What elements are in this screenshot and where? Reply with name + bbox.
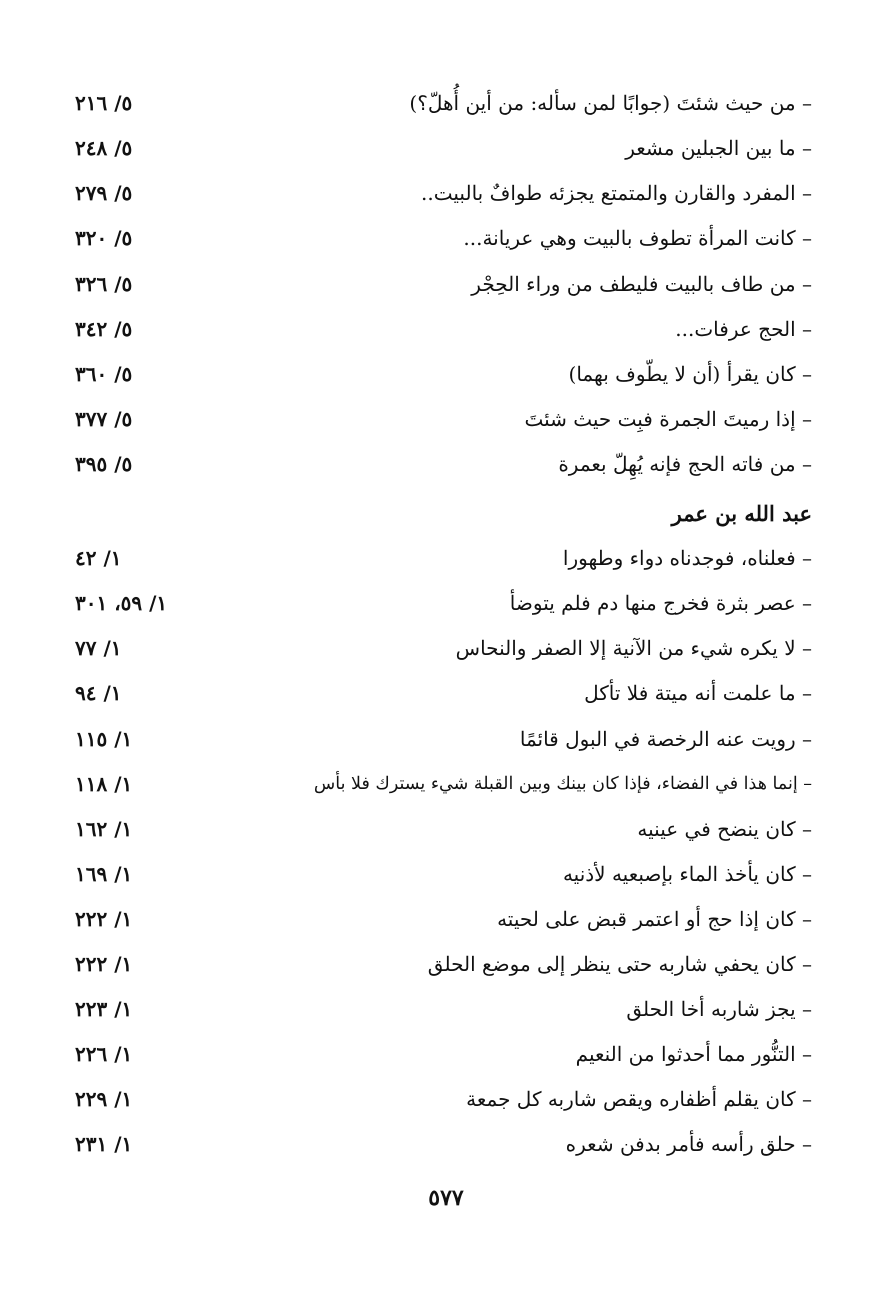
entry-text: – التنُّور مما أحدثوا من النعيم xyxy=(575,1042,812,1066)
entry-reference: ١/ ١٦٢ xyxy=(75,817,133,841)
entry-text: – كان يأخذ الماء بإصبعيه لأذنيه xyxy=(562,862,812,886)
entry-text: – ما بين الجبلين مشعر xyxy=(625,136,812,160)
entry-text: – كان يقرأ (أن لا يطّوف بهما) xyxy=(568,362,812,386)
entry-text: – من طاف بالبيت فليطف من وراء الحِجْر xyxy=(471,272,812,296)
index-entry xyxy=(75,897,812,941)
index-entry xyxy=(75,216,812,260)
index-entry xyxy=(75,987,812,1031)
index-entry xyxy=(75,1077,812,1121)
entry-text: – كانت المرأة تطوف بالبيت وهي عريانة... xyxy=(463,226,812,250)
entry-reference: ١/ ٤٢ xyxy=(75,546,122,570)
entry-reference: ١/ ١١٥ xyxy=(75,727,133,751)
index-entry xyxy=(75,1122,812,1166)
entry-text: – ما علمت أنه ميتة فلا تأكل xyxy=(584,681,812,705)
entry-text: – رويت عنه الرخصة في البول قائمًا xyxy=(519,727,812,751)
entry-text: – كان يقلم أظفاره ويقص شاربه كل جمعة xyxy=(466,1087,812,1111)
index-entry xyxy=(75,717,812,761)
entry-reference: ١/ ١٦٩ xyxy=(75,862,133,886)
index-entry xyxy=(75,171,812,215)
index-entry xyxy=(75,852,812,896)
index-entry xyxy=(75,307,812,351)
entry-text: – إنما هذا في الفضاء، فإذا كان بينك وبين القبلة شيء يسترك فلا بأس xyxy=(313,774,812,794)
index-entry xyxy=(75,807,812,851)
entry-reference: ١/ ٧٧ xyxy=(75,636,122,660)
entry-text: – عصر بثرة فخرج منها دم فلم يتوضأ xyxy=(509,591,812,615)
entry-text: – يجز شاربه أخا الحلق xyxy=(626,997,812,1021)
index-entry xyxy=(75,536,812,580)
entry-text: – الحج عرفات... xyxy=(675,317,812,341)
index-entry xyxy=(75,762,812,806)
index-entry xyxy=(75,352,812,396)
entry-reference: ١/ ٢٢٦ xyxy=(75,1042,133,1066)
index-entry xyxy=(75,671,812,715)
entry-text: – لا يكره شيء من الآنية إلا الصفر والنحاس xyxy=(455,636,812,660)
index-entry xyxy=(75,126,812,170)
entry-text: – كان ينضح في عينيه xyxy=(637,817,812,841)
entry-reference: ٥/ ٢٧٩ xyxy=(75,181,133,205)
index-entry xyxy=(75,1032,812,1076)
entry-reference: ١/ ١١٨ xyxy=(75,772,133,796)
entry-reference: ١/ ٢٢٢ xyxy=(75,907,133,931)
index-entry xyxy=(75,942,812,986)
entry-reference: ١/ ٢٢٣ xyxy=(75,997,133,1021)
entry-reference: ٥/ ٢٤٨ xyxy=(75,136,133,160)
index-entry xyxy=(75,626,812,670)
entry-text: – من فاته الحج فإنه يُهِلّ بعمرة xyxy=(558,452,812,476)
entry-reference: ١/ ٢٢٩ xyxy=(75,1087,133,1111)
index-entry xyxy=(75,262,812,306)
entry-reference: ١/ ٢٢٢ xyxy=(75,952,133,976)
section-heading: عبد الله بن عمر xyxy=(671,501,812,526)
entry-text: – إذا رميتَ الجمرة فبِت حيث شئتَ xyxy=(524,407,812,431)
entry-text: – المفرد والقارن والمتمتع يجزئه طوافٌ بالبيت.. xyxy=(421,181,812,205)
entry-reference: ١/ ٩٤ xyxy=(75,681,122,705)
entry-reference: ٥/ ٣٩٥ xyxy=(75,452,133,476)
entry-reference: ٥/ ٣٢٠ xyxy=(75,226,133,250)
entry-text: – فعلناه، فوجدناه دواء وطهورا xyxy=(562,546,812,570)
entry-text: – كان إذا حج أو اعتمر قبض على لحيته xyxy=(497,907,812,931)
entry-reference: ١/ ٢٣١ xyxy=(75,1132,133,1156)
page-number: ٥٧٧ xyxy=(428,1185,464,1211)
index-entry xyxy=(75,581,812,625)
entry-reference: ٥/ ٣٤٢ xyxy=(75,317,133,341)
index-entry xyxy=(75,442,812,486)
index-entry xyxy=(75,81,812,125)
entry-reference: ٥/ ٣٢٦ xyxy=(75,272,133,296)
entry-text: – من حيث شئتَ (جوابًا لمن سأله: من أين أُهلّ؟) xyxy=(409,91,812,115)
entry-reference: ٥/ ٢١٦ xyxy=(75,91,133,115)
entry-text: – حلق رأسه فأمر بدفن شعره xyxy=(565,1132,812,1156)
entry-reference: ١/ ٥٩، ٣٠١ xyxy=(75,591,168,615)
entry-reference: ٥/ ٣٦٠ xyxy=(75,362,133,386)
index-entry xyxy=(75,397,812,441)
entry-reference: ٥/ ٣٧٧ xyxy=(75,407,133,431)
entry-text: – كان يحفي شاربه حتى ينظر إلى موضع الحلق xyxy=(427,952,812,976)
